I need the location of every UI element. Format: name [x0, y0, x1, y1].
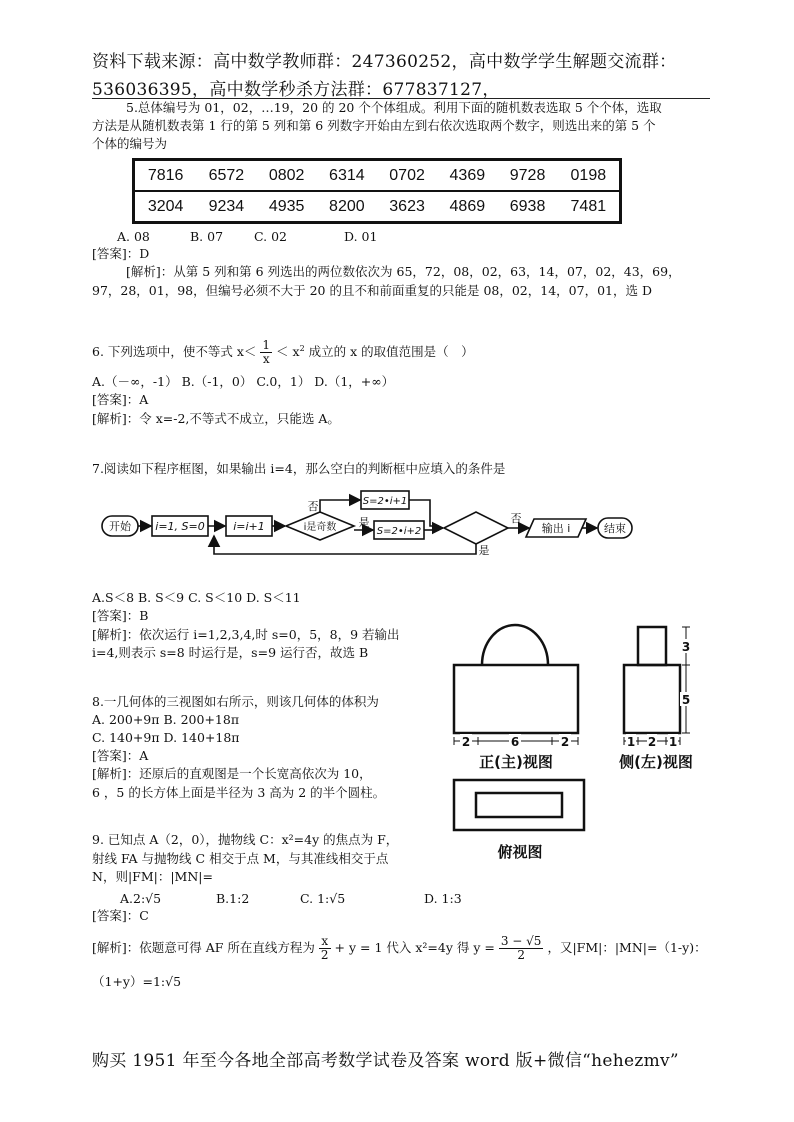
- q8-options-1: A. 200+9π B. 200+18π: [92, 712, 240, 727]
- q6-frac-den: x: [262, 352, 270, 367]
- table-cell: 0198: [558, 160, 621, 192]
- header-line-2: 536036395，高中数学秒杀方法群：677837127，: [92, 80, 500, 100]
- q5-analysis-2: 97，28，01，98，但编号必须不大于 20 的且不和前面重复的只能是 08，02，14，07，01，选 D: [92, 283, 652, 298]
- blank-decision-diamond: [444, 512, 508, 544]
- q9-line-3: N，则|FM|：|MN|=: [92, 869, 213, 884]
- table-cell: 7816: [134, 160, 197, 192]
- q9-frac-x-num: x: [319, 935, 331, 949]
- top-view-label: 俯视图: [497, 843, 543, 861]
- side-dim-h-right: 1: [668, 735, 678, 749]
- q9-fraction-x: [319, 935, 331, 962]
- q6-options: A.（－∞，-1） B.（-1，0） C.0，1） D.（1，+∞）: [92, 374, 395, 389]
- q9-option-d: D. 1:3: [424, 891, 462, 906]
- q9-fraction-y: [499, 935, 544, 962]
- q6-analysis: [解析]：令 x=-2,不等式不成立，只能选 A。: [92, 411, 340, 426]
- q9-answer: [答案]：C: [92, 908, 149, 923]
- three-views-figure: [440, 615, 715, 875]
- front-view-label: 正(主)视图: [479, 753, 553, 771]
- side-dim-v-top: 3: [681, 640, 691, 654]
- flow-no-1: 否: [307, 500, 319, 513]
- flow-s1-label: S=2•i+1: [362, 496, 408, 507]
- flow-init-label: i=1, S=0: [155, 520, 205, 533]
- q9-analysis-part-b: + y = 1 代入 x²=4y 得 y =: [334, 940, 495, 955]
- q6-answer: [答案]：A: [92, 392, 149, 407]
- q7-answer: [答案]：B: [92, 608, 149, 623]
- q9-analysis-part-c: ，又|FM|：|MN|=（1-y)：: [547, 940, 707, 955]
- q6-stem-part-a: 6. 下列选项中，使不等式 x＜: [92, 344, 257, 360]
- q6-sup: 2: [299, 344, 305, 353]
- q5-line-2: 方法是从随机数表第 1 行的第 5 列和第 6 列数字开始由左到右依次选取两个数字，则选出来的第 5 个: [92, 118, 656, 133]
- table-cell: 4869: [449, 197, 486, 215]
- q6-stem: [92, 335, 474, 366]
- side-dim-h-middle: 2: [647, 735, 657, 749]
- table-cell: 6572: [196, 160, 256, 192]
- q5-answer: [答案]：D: [92, 246, 150, 261]
- flow-inc-label: i=i+1: [233, 520, 265, 533]
- table-cell: 3204: [147, 197, 184, 215]
- footer-ad: 购买 1951 年至今各地全部高考数学试卷及答案 word 版+微信“hehezmv”: [92, 1051, 679, 1071]
- table-cell: 0802: [257, 160, 317, 192]
- table-cell: 4369: [437, 160, 497, 192]
- flow-end-label: 结束: [604, 522, 626, 535]
- flow-no-2: 否: [510, 512, 522, 525]
- table-cell: 9728: [497, 160, 557, 192]
- q9-frac-y-den: 2: [517, 948, 525, 962]
- q9-option-b: B.1:2: [216, 891, 250, 906]
- front-view-semicircle: [482, 625, 548, 665]
- q5-line-1: 5.总体编号为 01，02，…19，20 的 20 个个体组成。利用下面的随机数表选取 5 个个体，选取: [126, 100, 662, 115]
- flow-yes-1: 是: [358, 516, 370, 529]
- side-view-top-rect: [638, 627, 666, 665]
- q5-option-a: A. 08: [117, 229, 150, 244]
- q9-option-c: C. 1:√5: [300, 891, 346, 906]
- header-rule: [92, 98, 710, 99]
- flow-s2-label: S=2•i+2: [376, 526, 422, 537]
- q5-line-3: 个体的编号为: [92, 136, 168, 151]
- q5-option-b: B. 07: [190, 229, 224, 244]
- side-dim-v-bottom: 5: [681, 693, 691, 707]
- q9-analysis-2: （1+y）=1:√5: [92, 974, 182, 989]
- q7-stem: 7.阅读如下程序框图，如果输出 i=4，那么空白的判断框中应填入的条件是: [92, 461, 506, 476]
- flow-output-label: 输出 i: [541, 522, 571, 535]
- table-row: [134, 191, 621, 223]
- header-line-1: 资料下载来源：高中数学教师群：247360252，高中数学学生解题交流群：: [92, 52, 677, 72]
- front-dim-left: 2: [461, 735, 471, 749]
- program-flowchart: [96, 482, 636, 560]
- random-number-table: [132, 158, 622, 224]
- q5-analysis-1: [解析]：从第 5 列和第 6 列选出的两位数依次为 65，72，08，02，63，14，07，02，43，69，: [126, 264, 681, 279]
- q6-frac-num: 1: [262, 338, 271, 353]
- q9-line-1: 9. 已知点 A（2，0），抛物线 C：x²=4y 的焦点为 F，: [92, 832, 399, 847]
- q9-frac-x-den: 2: [320, 948, 329, 962]
- q8-analysis-1: [解析]：还原后的直观图是一个长宽高依次为 10，: [92, 766, 372, 781]
- table-cell: 7481: [570, 197, 607, 215]
- q5-option-c: C. 02: [254, 229, 287, 244]
- table-cell: 8200: [329, 197, 365, 215]
- q9-line-2: 射线 FA 与抛物线 C 相交于点 M，与其准线相交于点: [92, 851, 389, 866]
- q9-analysis-1: [92, 932, 707, 964]
- side-dim-h-left: 1: [626, 735, 636, 749]
- q8-stem: 8.一几何体的三视图如右所示，则该几何体的体积为: [92, 694, 379, 709]
- table-row: [134, 160, 621, 192]
- q9-option-a: A.2:√5: [120, 891, 162, 906]
- flow-cond-label: i是奇数: [303, 522, 337, 533]
- table-cell: 4935: [268, 197, 305, 215]
- front-dim-middle: 6: [510, 735, 520, 749]
- q8-answer: [答案]：A: [92, 748, 149, 763]
- q5-option-d: D. 01: [344, 229, 378, 244]
- front-dim-right: 2: [560, 735, 570, 749]
- flow-start-label: 开始: [109, 520, 131, 533]
- q6-stem-part-c: 成立的 x 的取值范围是（ ）: [304, 344, 474, 360]
- q8-options-2: C. 140+9π D. 140+18π: [92, 730, 240, 745]
- q6-fraction: [260, 339, 272, 366]
- q7-analysis-2: i=4,则表示 s=8 时运行是，s=9 运行否，故选 B: [92, 645, 369, 660]
- side-view-label: 侧(左)视图: [619, 753, 693, 771]
- front-view-rect: [454, 665, 578, 733]
- side-view-body-rect: [624, 665, 680, 733]
- top-view-outer: [454, 780, 584, 830]
- table-cell: 9234: [208, 197, 245, 215]
- q7-analysis-1: [解析]：依次运行 i=1,2,3,4,时 s=0，5，8，9 若输出: [92, 627, 400, 642]
- table-cell: 3623: [389, 197, 425, 215]
- q7-options: A.S＜8 B. S＜9 C. S＜10 D. S＜11: [92, 590, 301, 605]
- table-cell: 6314: [317, 160, 377, 192]
- q9-frac-y-num: 3 − √5: [500, 934, 542, 948]
- table-cell: 0702: [377, 160, 437, 192]
- table-cell: 6938: [509, 197, 546, 215]
- q6-stem-part-b: ＜ x: [276, 344, 300, 360]
- flow-yes-2: 是: [478, 544, 490, 557]
- q8-analysis-2: 6 ，5 的长方体上面是半径为 3 高为 2 的半个圆柱。: [92, 785, 386, 800]
- top-view-inner: [476, 793, 562, 817]
- q9-analysis-part-a: [解析]：依题意可得 AF 所在直线方程为: [92, 940, 315, 955]
